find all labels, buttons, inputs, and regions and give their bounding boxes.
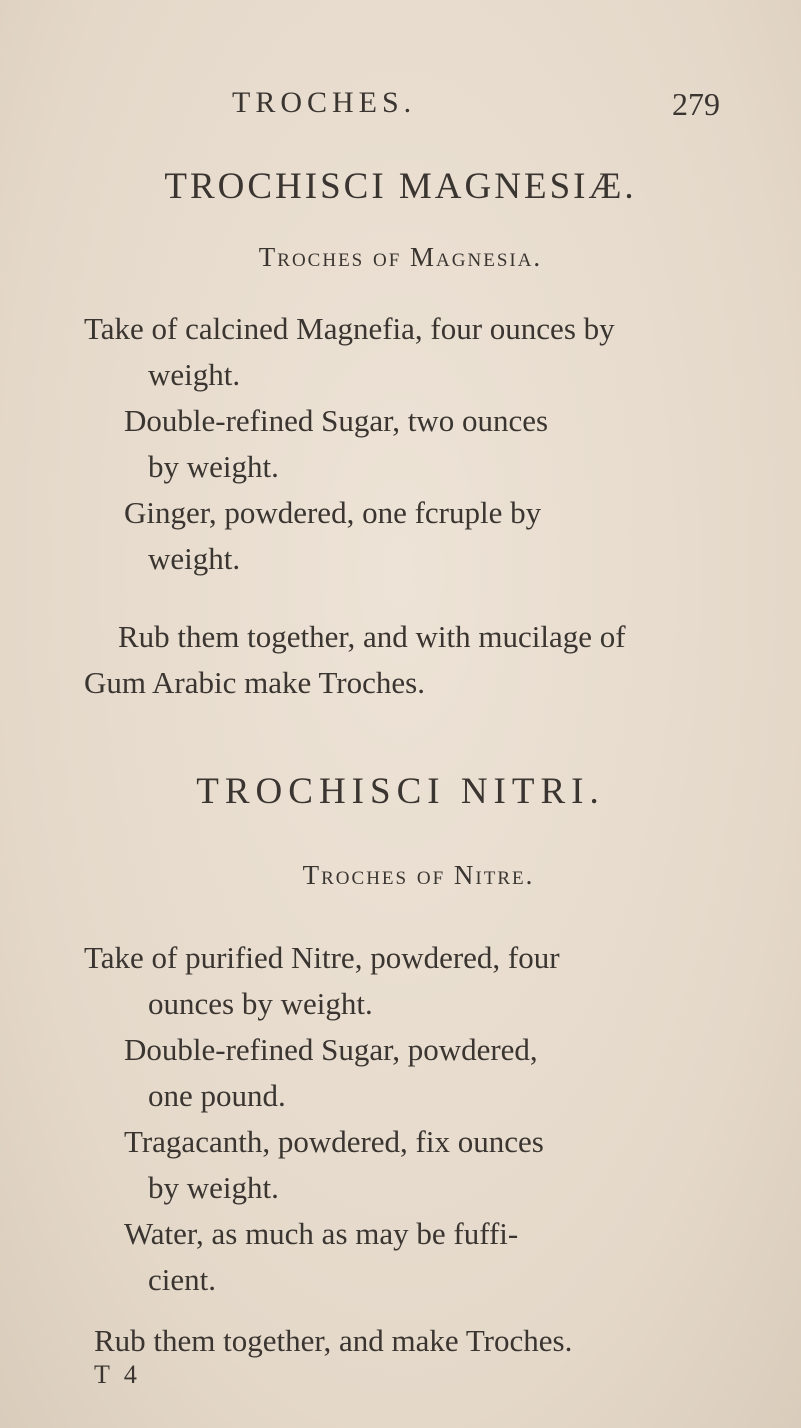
recipe-2-line-5: Tragacanth, powdered, fix ounces [124, 1124, 544, 1159]
recipe-2-instruction-1: Rub them together, and make Troches. [94, 1323, 573, 1358]
recipe-1-instruction-1: Rub them together, and with mucilage of [118, 619, 626, 654]
recipe-1-instruction-2: Gum Arabic make Troches. [84, 665, 425, 700]
recipe-2-line-3: Double-refined Sugar, powdered, [124, 1032, 538, 1067]
recipe-1-line-3: Double-refined Sugar, two ounces [124, 403, 549, 438]
recipe-1-line-2: weight. [148, 357, 241, 392]
recipe-2-line-2: ounces by weight. [148, 986, 373, 1021]
recipe-2-line-6: by weight. [148, 1170, 279, 1205]
recipe-2-line-4: one pound. [148, 1078, 286, 1113]
signature-mark: T 4 [94, 1360, 141, 1389]
recipe-2-line-7: Water, as much as may be fuffi- [124, 1216, 519, 1251]
recipe-2-line-8: cient. [148, 1262, 216, 1297]
recipe-1-subheading: Troches of Magnesia. [258, 242, 543, 272]
recipe-1-line-1: Take of calcined Magnefia, four ounces by [84, 311, 615, 346]
recipe-1-heading: TROCHISCI MAGNESIÆ. [164, 166, 637, 207]
running-title: TROCHES. [232, 86, 417, 119]
recipe-2-subheading: Troches of Nitre. [302, 860, 535, 890]
running-head [0, 86, 801, 126]
recipe-2-heading: TROCHISCI NITRI. [196, 771, 605, 812]
page-number: 279 [672, 86, 720, 122]
recipe-1-line-5: Ginger, powdered, one fcruple by [124, 495, 542, 530]
recipe-1-line-6: weight. [148, 541, 241, 576]
recipe-2-line-1: Take of purified Nitre, powdered, four [84, 940, 560, 975]
recipe-1-line-4: by weight. [148, 449, 279, 484]
